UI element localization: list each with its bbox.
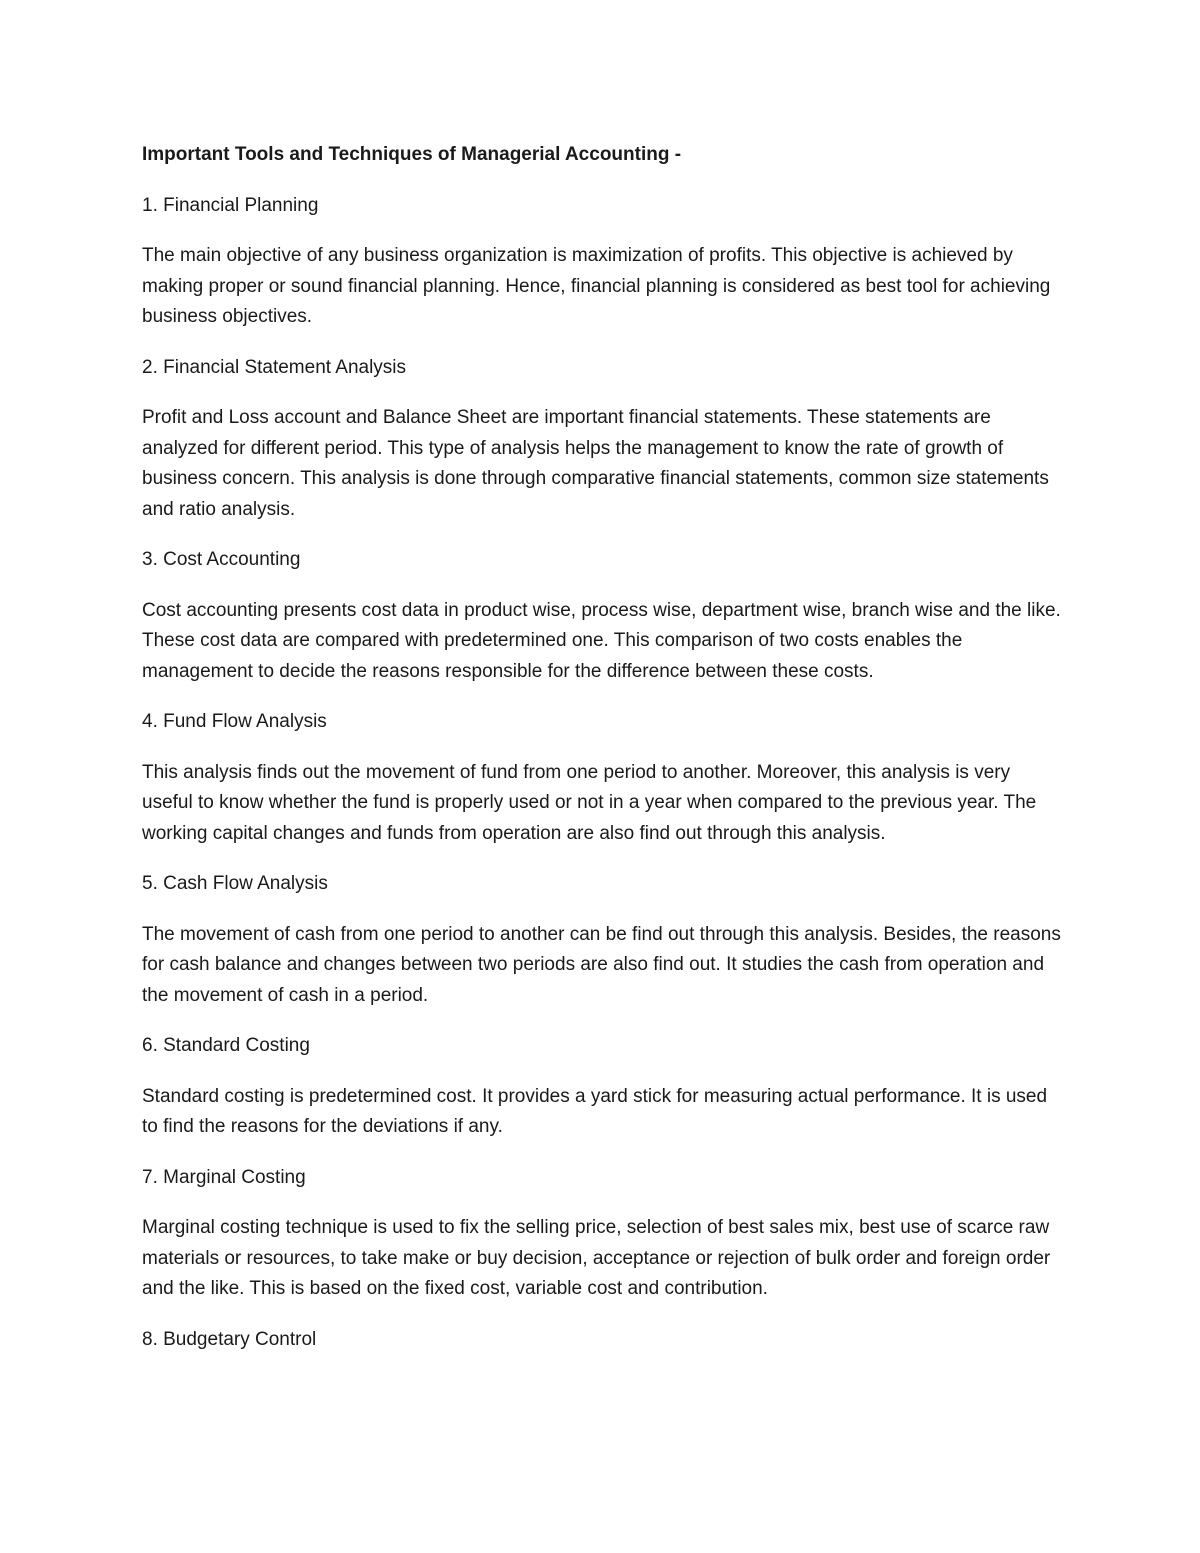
section-body-financial-planning: The main objective of any business organization is maximization of profits. This objective is achieved by making proper or sound financial planning. Hence, financial planning is considered as best tool for achieving business objectives. [142,245,1051,327]
section-heading-fund-flow-analysis: 4. Fund Flow Analysis [142,711,327,732]
document-page [142,140,1062,1375]
section-heading-standard-costing: 6. Standard Costing [142,1035,310,1056]
section-body-financial-statement-analysis: Profit and Loss account and Balance Sheet are important financial statements. These statements are analyzed for different period. This type of analysis helps the management to know the rate of growth of business concern. This analysis is done through comparative financial statements, common size statements and ratio analysis. [142,407,1049,520]
section-body-fund-flow-analysis: This analysis finds out the movement of fund from one period to another. Moreover, this analysis is very useful to know whether the fund is properly used or not in a year when compared to the previous year. The working capital changes and funds from operation are also find out through this analysis. [142,761,1037,844]
section-body-cost-accounting: Cost accounting presents cost data in product wise, process wise, department wise, branch wise and the like. These cost data are compared with predetermined one. This comparison of two costs enables the management to decide the reasons responsible for the difference between these costs. [142,599,1061,682]
section-body-marginal-costing: Marginal costing technique is used to fix the selling price, selection of best sales mix, best use of scarce raw materials or resources, to take make or buy decision, acceptance or rejection of bulk order and foreign order and the like. This is based on the fixed cost, variable cost and contribution. [142,1217,1051,1299]
section-heading-budgetary-control: 8. Budgetary Control [142,1328,317,1350]
section-heading-cost-accounting: 3. Cost Accounting [142,549,301,570]
section-heading-financial-planning: 1. Financial Planning [142,194,319,216]
section-body-standard-costing: Standard costing is predetermined cost. It provides a yard stick for measuring actual performance. It is used to find the reasons for the deviations if any. [142,1085,1048,1137]
section-heading-marginal-costing: 7. Marginal Costing [142,1166,306,1188]
section-body-cash-flow-analysis: The movement of cash from one period to another can be find out through this analysis. Besides, the reasons for cash balance and changes between two periods are also find out. It studies the cash from operation and the movement of cash in a period. [142,923,1061,1006]
section-heading-financial-statement-analysis: 2. Financial Statement Analysis [142,356,407,378]
document-title: Important Tools and Techniques of Managerial Accounting - [142,144,682,165]
section-heading-cash-flow-analysis: 5. Cash Flow Analysis [142,873,328,894]
